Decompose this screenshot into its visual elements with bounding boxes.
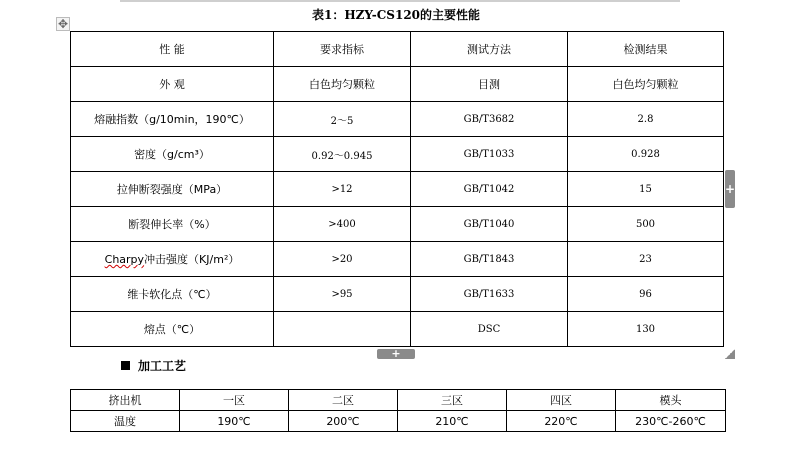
test-result: 白色均匀颗粒 [568, 67, 724, 102]
test-method: GB/T1042 [411, 172, 568, 207]
test-result: 130 [568, 312, 724, 347]
property-name: 熔点（℃） [71, 312, 274, 347]
requirement-value: >400 [274, 207, 411, 242]
test-method: GB/T1033 [411, 137, 568, 172]
property-name: 拉伸断裂强度（MPa） [71, 172, 274, 207]
temperature-value: 200℃ [289, 411, 398, 432]
table-row [71, 312, 724, 347]
property-name: 密度（g/cm³） [71, 137, 274, 172]
header-cell: 测试方法 [411, 32, 568, 67]
test-method: GB/T3682 [411, 102, 568, 137]
temperature-value: 210℃ [398, 411, 507, 432]
table-move-handle-icon[interactable]: ✥ [57, 17, 69, 31]
temperature-value: 220℃ [507, 411, 616, 432]
header-cell: 一区 [180, 390, 289, 411]
requirement-value: 2～5 [274, 102, 411, 137]
header-cell: 模头 [616, 390, 726, 411]
header-cell: 挤出机 [71, 390, 180, 411]
test-result: 500 [568, 207, 724, 242]
property-name: Charpy冲击强度（KJ/m²） [71, 242, 274, 277]
test-method: GB/T1633 [411, 277, 568, 312]
properties-table [70, 31, 724, 347]
test-method: GB/T1040 [411, 207, 568, 242]
requirement-value [274, 312, 411, 347]
section-heading [121, 357, 186, 374]
table-row [71, 411, 726, 432]
process-table [70, 389, 726, 432]
test-result: 23 [568, 242, 724, 277]
test-method: GB/T1843 [411, 242, 568, 277]
table-caption: 表1：HZY-CS120的主要性能 [311, 8, 481, 22]
requirement-value: 白色均匀颗粒 [274, 67, 411, 102]
header-cell: 三区 [398, 390, 507, 411]
property-name: 外 观 [71, 67, 274, 102]
test-result: 2.8 [568, 102, 724, 137]
property-name: 断裂伸长率（%） [71, 207, 274, 242]
test-method: DSC [411, 312, 568, 347]
square-bullet-icon [121, 361, 130, 370]
table-resize-handle-icon[interactable] [725, 349, 735, 359]
requirement-value: >20 [274, 242, 411, 277]
add-row-handle-icon[interactable]: + [377, 349, 415, 359]
header-cell: 要求指标 [274, 32, 411, 67]
property-name: 熔融指数（g/10min，190℃） [71, 102, 274, 137]
property-name: 维卡软化点（℃） [71, 277, 274, 312]
temperature-value: 230℃-260℃ [616, 411, 726, 432]
table-header-row [71, 32, 724, 67]
header-cell: 检测结果 [568, 32, 724, 67]
row-label: 温度 [71, 411, 180, 432]
page-top-rule [120, 0, 680, 2]
section-heading-text: 加工工艺 [138, 359, 187, 373]
header-cell: 性 能 [71, 32, 274, 67]
table-row [71, 102, 724, 137]
table-row [71, 137, 724, 172]
add-column-handle-icon[interactable]: + [725, 170, 735, 208]
header-cell: 四区 [507, 390, 616, 411]
table-row [71, 242, 724, 277]
test-method: 目测 [411, 67, 568, 102]
table-row [71, 277, 724, 312]
table-row [71, 207, 724, 242]
header-cell: 二区 [289, 390, 398, 411]
test-result: 0.928 [568, 137, 724, 172]
table-row [71, 67, 724, 102]
table-header-row [71, 390, 726, 411]
test-result: 15 [568, 172, 724, 207]
temperature-value: 190℃ [180, 411, 289, 432]
table-row [71, 172, 724, 207]
requirement-value: >12 [274, 172, 411, 207]
requirement-value: 0.92～0.945 [274, 137, 411, 172]
requirement-value: >95 [274, 277, 411, 312]
test-result: 96 [568, 277, 724, 312]
